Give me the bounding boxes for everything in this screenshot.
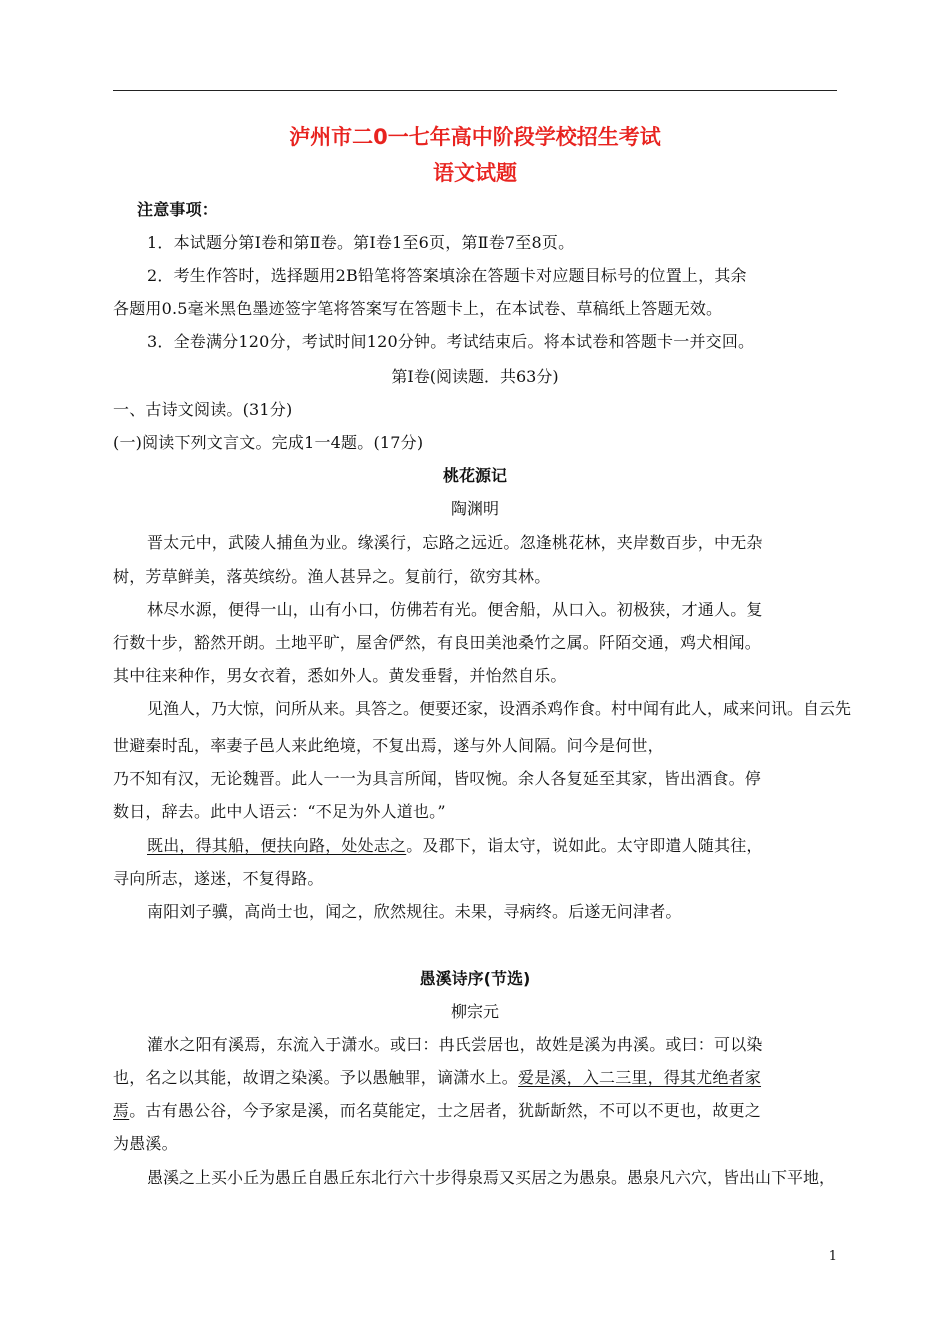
passage-2-line — [113, 1101, 761, 1121]
exam-subtitle: 语文试题 — [433, 161, 517, 185]
passage-1-line: 晋太元中，武陵人捕鱼为业。缘溪行，忘路之远近。忽逢桃花林，夹岸数百步，中无杂 — [147, 533, 763, 552]
passage-2-title: 愚溪诗序(节选) — [419, 969, 531, 988]
exam-title: 泸州市二0一七年高中阶段学校招生考试 — [289, 125, 661, 149]
notice-heading: 注意事项： — [137, 200, 219, 219]
underlined-sentence: 爱是溪，入二三里，得其尤绝者家 — [518, 1068, 762, 1087]
part-1-header: 第Ⅰ卷(阅读题．共63分) — [391, 367, 559, 386]
notice-item-2-line-1: 2．考生作答时，选择题用2B铅笔将答案填涂在答题卡对应题目标号的位置上，其余 — [147, 266, 747, 285]
passage-1-line: 数日，辞去。此中人语云：“不足为外人道也。” — [113, 802, 446, 821]
sentence-text: 也，名之以其能，故谓之染溪。予以愚触罪，谪潇水上。 — [113, 1068, 519, 1087]
underlined-sentence-end: 焉 — [113, 1101, 130, 1120]
passage-2-author: 柳宗元 — [450, 1002, 499, 1021]
passage-1-author: 陶渊明 — [450, 499, 499, 518]
section-1-heading: 一、古诗文阅读。(31分) — [113, 400, 293, 419]
subsection-1-heading: (一)阅读下列文言文。完成1一4题。(17分) — [113, 433, 424, 452]
passage-2-line: 灌水之阳有溪焉，东流入于潇水。或曰：冉氏尝居也，故姓是溪为冉溪。或曰：可以染 — [147, 1035, 763, 1054]
page-number: 1 — [828, 1249, 837, 1264]
underlined-sentence: 既出，得其船，便扶向路，处处志之 — [147, 836, 407, 855]
passage-1-line: 世避秦时乱，率妻子邑人来此绝境，不复出焉，遂与外人间隔。问今是何世， — [113, 736, 664, 755]
passage-2-line — [113, 1068, 761, 1088]
passage-1-line: 南阳刘子骥，高尚士也，闻之，欣然规往。未果，寻病终。后遂无问津者。 — [147, 902, 682, 921]
notice-item-3: 3．全卷满分120分，考试时间120分钟。考试结束后。将本试卷和答题卡一并交回。 — [147, 332, 755, 351]
passage-1-line: 寻向所志，遂迷，不复得路。 — [113, 869, 324, 888]
sentence-continuation: 。古有愚公谷，今予家是溪，而名莫能定，士之居者，犹龂龂然，不可以不更也，故更之 — [129, 1101, 762, 1120]
passage-2-line: 为愚溪。 — [113, 1134, 178, 1153]
sentence-continuation: 。及郡下，诣太守，说如此。太守即遣人随其往， — [406, 836, 763, 855]
passage-1-line: 林尽水源，便得一山，山有小口，仿佛若有光。便舍船，从口入。初极狭，才通人。复 — [147, 600, 763, 619]
passage-1-line — [147, 836, 763, 856]
passage-1-title: 桃花源记 — [442, 466, 507, 485]
passage-1-line: 见渔人，乃大惊，问所从来。具答之。便要还家，设酒杀鸡作食。村中闻有此人，咸来问讯。自云先 — [147, 699, 852, 718]
passage-1-line: 树，芳草鲜美，落英缤纷。渔人甚异之。复前行，欲穷其林。 — [113, 567, 551, 586]
notice-item-2-line-2: 各题用0.5毫米黑色墨迹签字笔将答案写在答题卡上，在本试卷、草稿纸上答题无效。 — [113, 299, 723, 318]
notice-item-1: 1．本试题分第Ⅰ卷和第Ⅱ卷。第Ⅰ卷1至6页，第Ⅱ卷7至8页。 — [147, 233, 575, 252]
passage-1-line: 乃不知有汉，无论魏晋。此人一一为具言所闻，皆叹惋。余人各复延至其家，皆出酒食。停 — [113, 769, 762, 788]
passage-1-line: 行数十步，豁然开朗。土地平旷，屋舍俨然，有良田美池桑竹之属。阡陌交通，鸡犬相闻。 — [113, 633, 762, 652]
passage-1-line: 其中往来种作，男女衣着，悉如外人。黄发垂髫，并怡然自乐。 — [113, 666, 567, 685]
passage-2-line: 愚溪之上买小丘为愚丘自愚丘东北行六十步得泉焉又买居之为愚泉。愚泉凡六穴，皆出山下平地， — [147, 1168, 836, 1187]
header-rule — [113, 90, 837, 91]
